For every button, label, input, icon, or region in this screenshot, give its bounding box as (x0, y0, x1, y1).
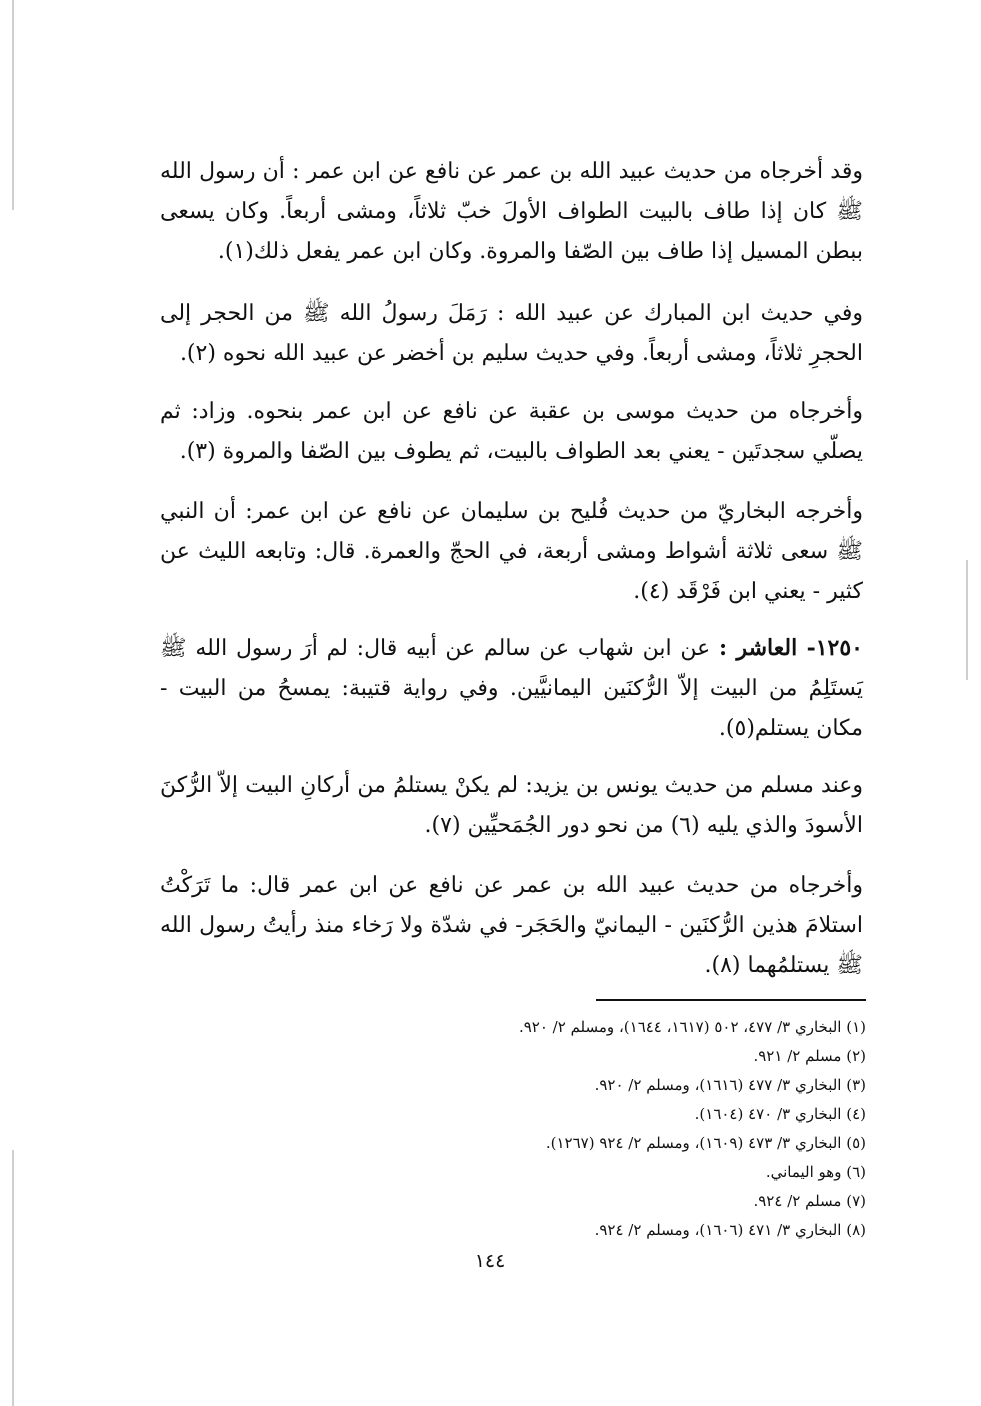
entry-number: ١٢٥٠- العاشر : (718, 635, 863, 661)
entry-lead-text: عن ابن شهاب عن سالم عن أبيه قال: لم أرَ رسول الله ﷺ (160, 636, 719, 661)
footnote-6: (٦) وهو اليماني. (765, 1163, 866, 1181)
paragraph-4: وأخرجه البخاريّ من حديث فُليح بن سليمان عن نافع عن ابن عمر: أن النبي ﷺ سعى ثلاثة أشواط ومشى أربعة، في الحجّ والعمرة. قال: وتابعه الليث عن كثير - يعني ابن فَرْقَد (٤). (160, 499, 863, 604)
scan-edge-mark (966, 560, 968, 680)
page-number: ١٤٤ (474, 1250, 506, 1272)
paragraph-6: وعند مسلم من حديث يونس بن يزيد: لم يكنْ يستلمُ من أركانِ البيت إلاّ الرُّكنَ الأسودَ والذي يليه (٦) من نحو دور الجُمَحيِّين (٧). (160, 773, 863, 838)
footnote-7: (٧) مسلم ٢/ ٩٢٤. (753, 1192, 866, 1210)
paragraph-2: وفي حديث ابن المبارك عن عبيد الله : رَمَلَ رسولُ الله ﷺ من الحجر إلى الحجرِ ثلاثاً، ومشى أربعاً. وفي حديث سليم بن أخضر عن عبيد الله نحوه (٢). (160, 301, 863, 366)
paragraph-1: وقد أخرجاه من حديث عبيد الله بن عمر عن نافع عن ابن عمر : أن رسول الله ﷺ كان إذا طاف بالبيت الطواف الأولَ خبّ ثلاثاً، ومشى أربعاً. وكان يسعى ببطن المسيل إذا طاف بين الصّفا والمروة. وكان ابن عمر يفعل ذلك(١). (160, 159, 863, 264)
footnote-8: (٨) البخاري ٣/ ٤٧١ (١٦٠٦)، ومسلم ٢/ ٩٢٤. (594, 1221, 866, 1239)
paragraph-3: وأخرجاه من حديث موسى بن عقبة عن نافع عن ابن عمر بنحوه. وزاد: ثم يصلّي سجدتَين - يعني بعد الطواف بالبيت، ثم يطوف بين الصّفا والمروة (٣). (160, 399, 863, 464)
footnote-2: (٢) مسلم ٢/ ٩٢١. (753, 1047, 866, 1065)
footnote-4: (٤) البخاري ٣/ ٤٧٠ (١٦٠٤). (694, 1105, 866, 1123)
footnote-1: (١) البخاري ٣/ ٤٧٧، ٥٠٢ (١٦١٧، ١٦٤٤)، ومسلم ٢/ ٩٢٠. (518, 1018, 866, 1036)
footnote-divider (596, 999, 866, 1001)
footnotes (160, 1013, 866, 1245)
paragraph-7: وأخرجاه من حديث عبيد الله بن عمر عن نافع عن ابن عمر قال: ما تَرَكْتُ استلامَ هذين الرُّكنَين - اليمانيّ والحَجَر- في شدّة ولا رَخاء منذ رأيتُ رسول الله ﷺ يستلمُهما (٨). (160, 873, 863, 978)
entry-body-text: يَستَلِمُ من البيت إلاّ الرُّكنَين اليمانيَّين. وفي رواية قتيبة: يمسحُ من البيت - مكان يستلم(٥). (160, 676, 863, 741)
footnote-5: (٥) البخاري ٣/ ٤٧٣ (١٦٠٩)، ومسلم ٢/ ٩٢٤ (١٢٦٧). (545, 1134, 866, 1152)
scan-edge-mark (12, 1150, 14, 1406)
numbered-entry-1250 (160, 628, 863, 749)
scan-edge-mark (12, 0, 14, 210)
footnote-3: (٣) البخاري ٣/ ٤٧٧ (١٦١٦)، ومسلم ٢/ ٩٢٠. (594, 1076, 866, 1094)
